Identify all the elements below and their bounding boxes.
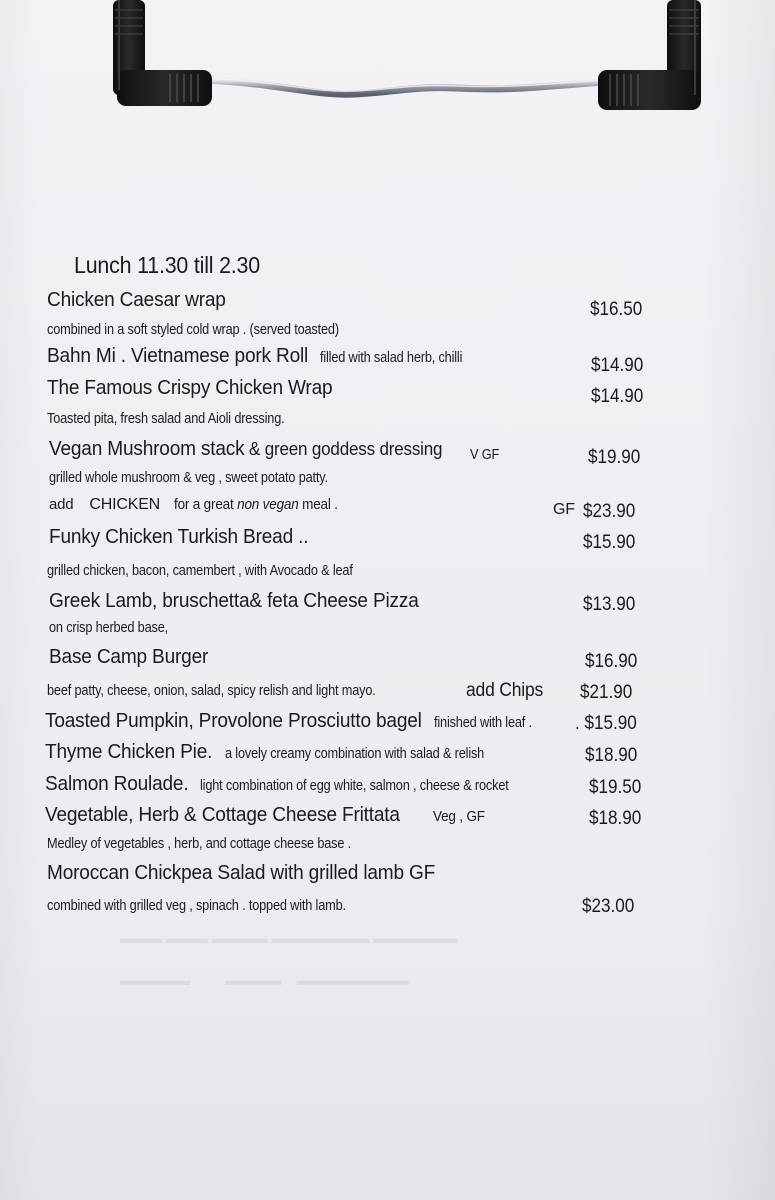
menu-item-description: grilled chicken, bacon, camembert , with Avocado & leaf	[47, 563, 353, 579]
addon-item: CHICKEN	[89, 496, 161, 513]
menu-item	[47, 344, 482, 368]
addon-text: for a great	[173, 496, 234, 513]
menu-item	[45, 709, 546, 733]
menu-item-description: on crisp herbed base,	[49, 620, 169, 636]
menu-item-description: combined in a soft styled cold wrap . (served toasted)	[47, 322, 339, 338]
menu-item-name: Greek Lamb, bruschetta& feta Cheese Pizza	[49, 589, 419, 612]
menu-item-description: Medley of vegetables , herb, and cottage cheese base .	[47, 836, 352, 852]
menu-item-name: Moroccan Chickpea Salad with grilled lamb GF	[47, 861, 436, 884]
menu-item-note: finished with leaf .	[434, 715, 533, 731]
addon-italic-text: non vegan	[237, 496, 299, 513]
menu-item-price: $23.00	[582, 896, 635, 917]
menu-item-price: $14.90	[591, 355, 644, 376]
addon-price: $21.90	[580, 682, 633, 703]
menu-item-name: Toasted Pumpkin, Provolone Prosciutto bagel	[45, 709, 422, 732]
dietary-tags: V GF	[470, 447, 500, 463]
menu-item-description: grilled whole mushroom & veg , sweet potato patty.	[49, 470, 328, 486]
menu-title: Lunch 11.30 till 2.30	[74, 252, 260, 278]
menu-item-name: Bahn Mi . Vietnamese pork Roll	[47, 344, 309, 367]
addon-prefix: add	[49, 496, 74, 513]
menu-item	[45, 772, 550, 796]
paper-shadow-left	[0, 0, 40, 1200]
clipboard-clip-icon	[95, 0, 715, 125]
addon-suffix: meal .	[302, 496, 338, 513]
addon-line	[49, 496, 356, 514]
menu-item-note: filled with salad herb, chilli	[320, 350, 463, 366]
paper-shadow-right	[705, 0, 775, 1200]
menu-item-note: a lovely creamy combination with salad & relish	[225, 746, 485, 762]
menu-item-price: $16.50	[590, 299, 643, 320]
menu-item-name: The Famous Crispy Chicken Wrap	[47, 376, 333, 399]
menu-item	[45, 740, 520, 764]
menu-item-note: light combination of egg white, salmon , cheese & rocket	[199, 778, 509, 794]
menu-item-name: Funky Chicken Turkish Bread ..	[49, 525, 309, 548]
menu-item-name: Vegan Mushroom stack	[49, 437, 245, 460]
menu-item-description: combined with grilled veg , spinach . topped with lamb.	[47, 898, 346, 914]
menu-item-name: Base Camp Burger	[49, 645, 209, 668]
addon-tag: GF	[553, 501, 575, 518]
dietary-tags: Veg , GF	[433, 808, 485, 825]
menu-item-name-extra: & green goddess dressing	[249, 438, 443, 459]
menu-item-price: $18.90	[585, 745, 638, 766]
menu-item-price: $18.90	[589, 808, 642, 829]
show-through-text: ▬▬▬ ▬▬▬ ▬▬▬▬ ▬▬▬▬▬▬▬ ▬▬▬▬▬▬	[120, 930, 458, 946]
menu-item-price: $19.90	[588, 447, 641, 468]
addon-label: add Chips	[466, 680, 544, 701]
menu-item-price: $19.50	[589, 777, 642, 798]
menu-item	[49, 437, 459, 461]
menu-item-price: . $15.90	[575, 713, 637, 734]
menu-item-name: Vegetable, Herb & Cottage Cheese Frittata	[45, 803, 400, 826]
menu-item-price: $16.90	[585, 651, 638, 672]
addon-price: $23.90	[583, 501, 636, 522]
show-through-text: ▬▬▬▬▬ ▬▬▬▬ ▬▬▬▬▬▬▬▬	[120, 972, 409, 988]
menu-item-price: $14.90	[591, 386, 644, 407]
menu-item-name: Thyme Chicken Pie.	[45, 740, 213, 763]
menu-item-price: $13.90	[583, 594, 636, 615]
menu-item-description: Toasted pita, fresh salad and Aioli dressing.	[47, 411, 285, 427]
menu-item-name: Chicken Caesar wrap	[47, 288, 226, 311]
menu-item-price: $15.90	[583, 532, 636, 553]
menu-item-name: Salmon Roulade.	[45, 772, 189, 795]
menu-item-description: beef patty, cheese, onion, salad, spicy relish and light mayo.	[47, 683, 376, 699]
